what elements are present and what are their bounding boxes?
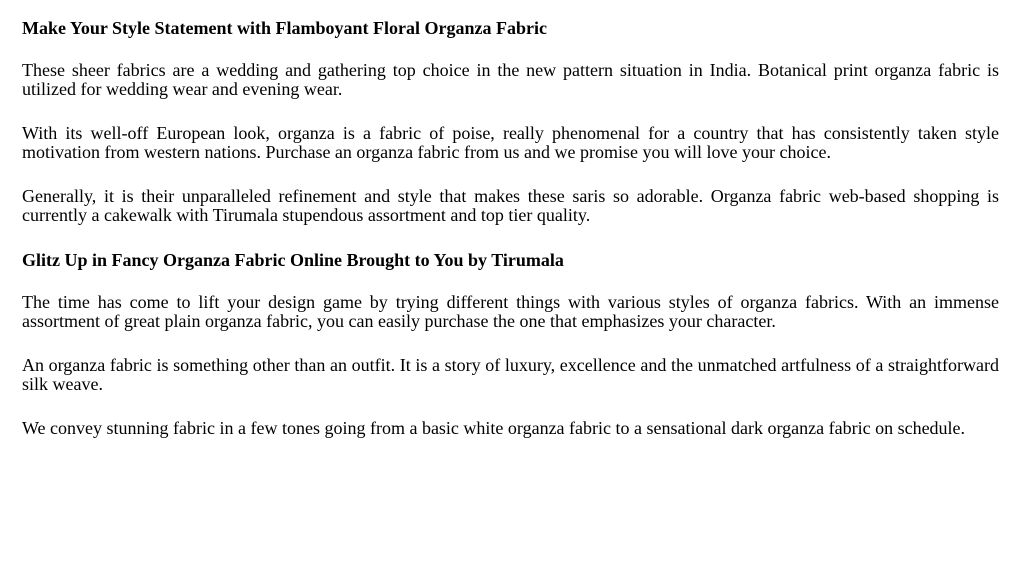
- paragraph: An organza fabric is something other than an outfit. It is a story of luxury, excellence and the unmatched artfulness of a straightforward silk weave.: [22, 355, 999, 394]
- paragraph: We convey stunning fabric in a few tones going from a basic white organza fabric to a sensational dark organza fabric on schedule.: [22, 418, 966, 438]
- paragraph: Generally, it is their unparalleled refinement and style that makes these saris so adorable. Organza fabric web-based shopping is currently a cakewalk with Tirumala stupendous assortment and top tier quality.: [22, 186, 999, 225]
- section-heading-glitz-up: Glitz Up in Fancy Organza Fabric Online Brought to You by Tirumala: [22, 250, 564, 270]
- paragraph: The time has come to lift your design game by trying different things with various styles of organza fabrics. With an immense assortment of great plain organza fabric, you can easily purchase the one that emphasizes your character.: [22, 292, 999, 331]
- paragraph: These sheer fabrics are a wedding and gathering top choice in the new pattern situation in India. Botanical print organza fabric is utilized for wedding wear and evening wear.: [22, 60, 999, 99]
- document-body: [22, 17, 999, 463]
- section-heading-style-statement: Make Your Style Statement with Flamboyant Floral Organza Fabric: [22, 18, 547, 38]
- paragraph: With its well-off European look, organza is a fabric of poise, really phenomenal for a country that has consistently taken style motivation from western nations. Purchase an organza fabric from us and we promise you will love your choice.: [22, 123, 999, 162]
